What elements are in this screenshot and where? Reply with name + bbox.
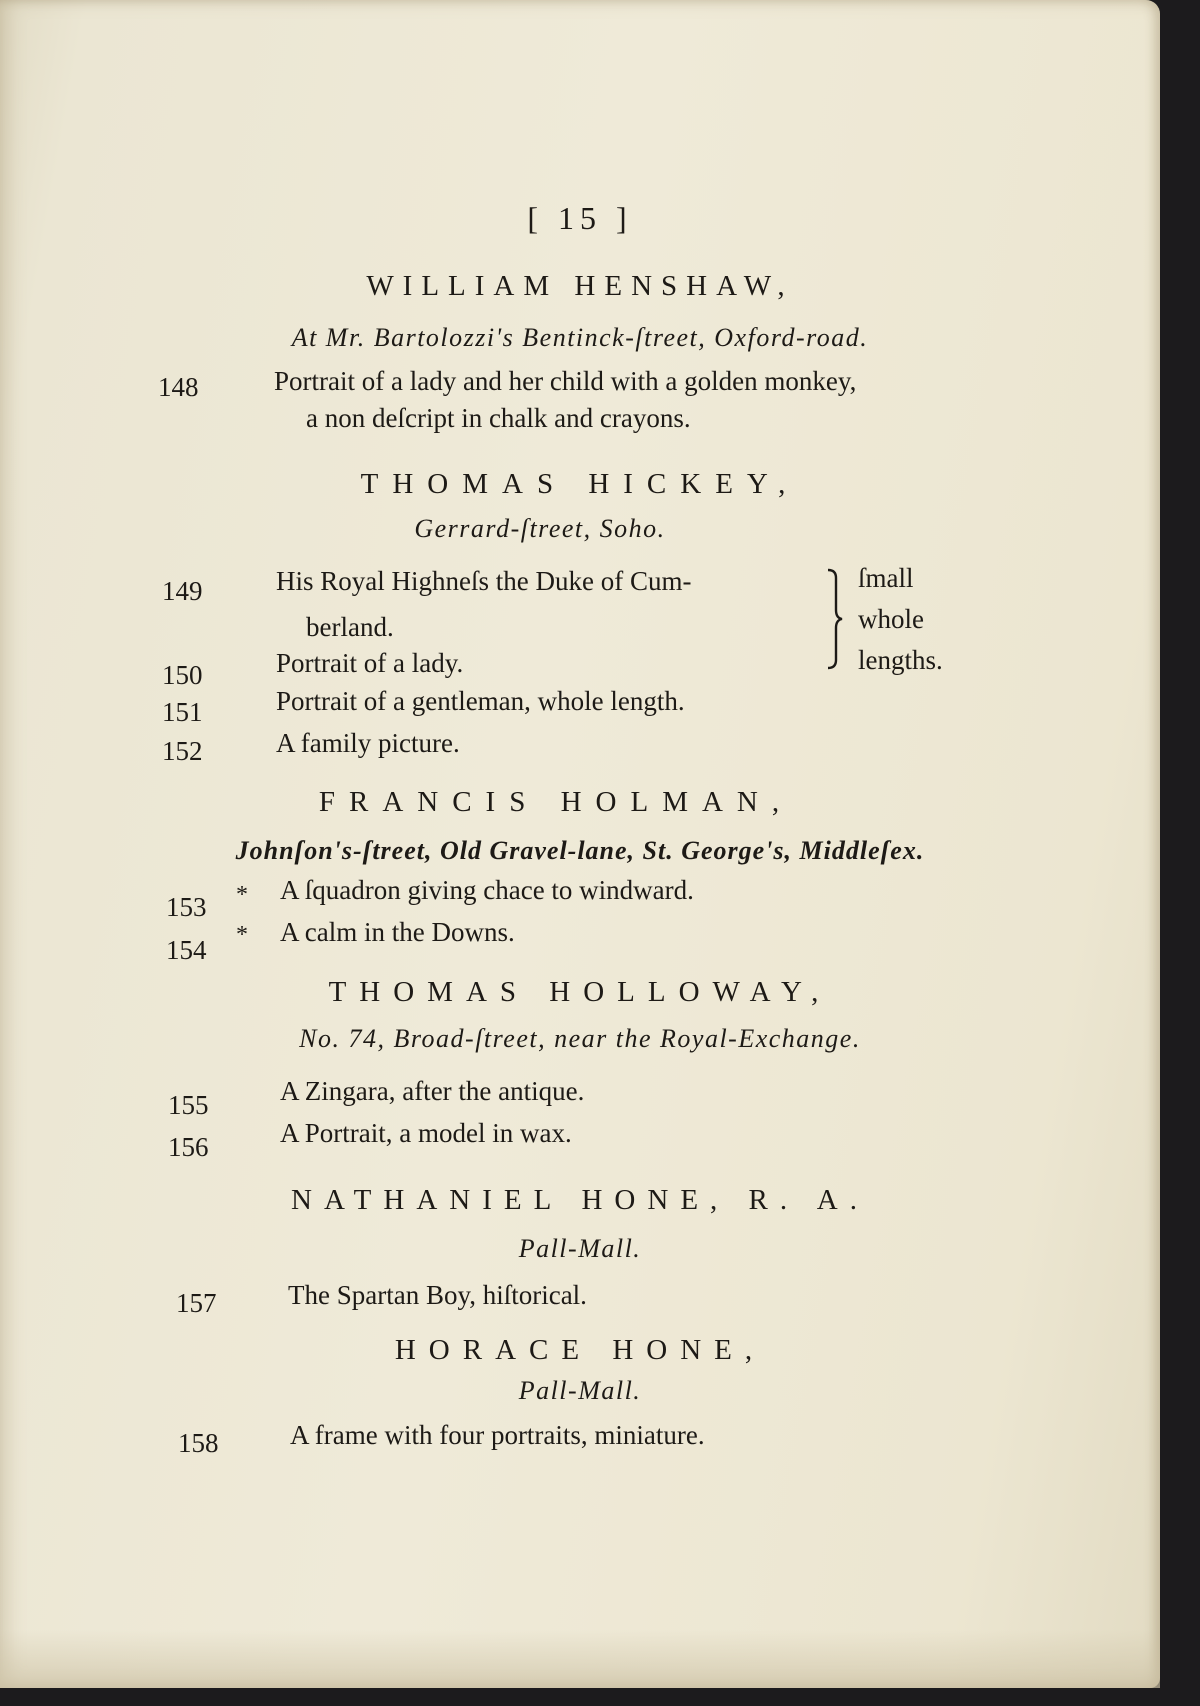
page-number: [ 15 ] <box>527 200 633 236</box>
work-title: A ſquadron giving chace to windward. <box>280 875 694 905</box>
bracket-note-line: lengths. <box>858 645 943 675</box>
catalogue-number: 155 <box>168 1090 209 1120</box>
artist-name: WILLIAM HENSHAW, <box>366 270 794 302</box>
work-title: The Spartan Boy, hiſtorical. <box>288 1280 587 1310</box>
catalogue-number: 152 <box>162 736 203 766</box>
asterisk-mark: * <box>236 882 248 908</box>
catalogue-number: 157 <box>176 1288 217 1318</box>
catalogue-number: 151 <box>162 697 203 727</box>
work-title: Portrait of a gentleman, whole length. <box>276 686 685 716</box>
catalogue-number: 156 <box>168 1132 209 1162</box>
artist-address: Gerrard-ſtreet, Soho. <box>414 514 666 543</box>
work-title: A family picture. <box>276 728 460 758</box>
catalogue-number: 154 <box>166 935 207 965</box>
artist-name: THOMAS HICKEY, <box>360 468 800 500</box>
work-title-continuation: berland. <box>306 612 394 642</box>
work-title: Portrait of a lady. <box>276 648 464 678</box>
page-edge-shadow <box>0 1630 1160 1688</box>
asterisk-mark: * <box>236 922 248 948</box>
bracket-note-line: whole <box>858 604 924 634</box>
catalogue-number: 153 <box>166 892 207 922</box>
artist-name: THOMAS HOLLOWAY, <box>328 976 832 1008</box>
artist-name: NATHANIEL HONE, R. A. <box>291 1184 869 1216</box>
artist-address: At Mr. Bartolozzi's Bentinck-ſtreet, Oxford-road. <box>291 323 869 352</box>
artist-address: Pall-Mall. <box>518 1376 642 1405</box>
work-title: Portrait of a lady and her child with a golden monkey, <box>274 366 857 396</box>
artist-address: No. 74, Broad-ſtreet, near the Royal-Exchange. <box>299 1024 861 1053</box>
catalogue-number: 149 <box>162 576 203 606</box>
work-title: His Royal Highneſs the Duke of Cum- <box>276 566 692 596</box>
catalogue-number: 148 <box>158 372 199 402</box>
work-title: A frame with four portraits, miniature. <box>290 1420 705 1450</box>
bracket-note-line: ſmall <box>858 563 914 593</box>
catalogue-number: 150 <box>162 660 203 690</box>
work-title: A Portrait, a model in wax. <box>280 1118 572 1148</box>
artist-address: Pall-Mall. <box>518 1234 642 1263</box>
work-title-continuation: a non deſcript in chalk and crayons. <box>306 403 691 433</box>
right-brace-icon <box>826 566 844 672</box>
artist-address: Johnſon's-ſtreet, Old Gravel-lane, St. George's, Middleſex. <box>235 836 925 865</box>
artist-name: HORACE HONE, <box>394 1334 766 1366</box>
work-title: A Zingara, after the antique. <box>280 1076 585 1106</box>
artist-name: FRANCIS HOLMAN, <box>318 786 794 818</box>
work-title: A calm in the Downs. <box>280 917 515 947</box>
catalogue-number: 158 <box>178 1428 219 1458</box>
